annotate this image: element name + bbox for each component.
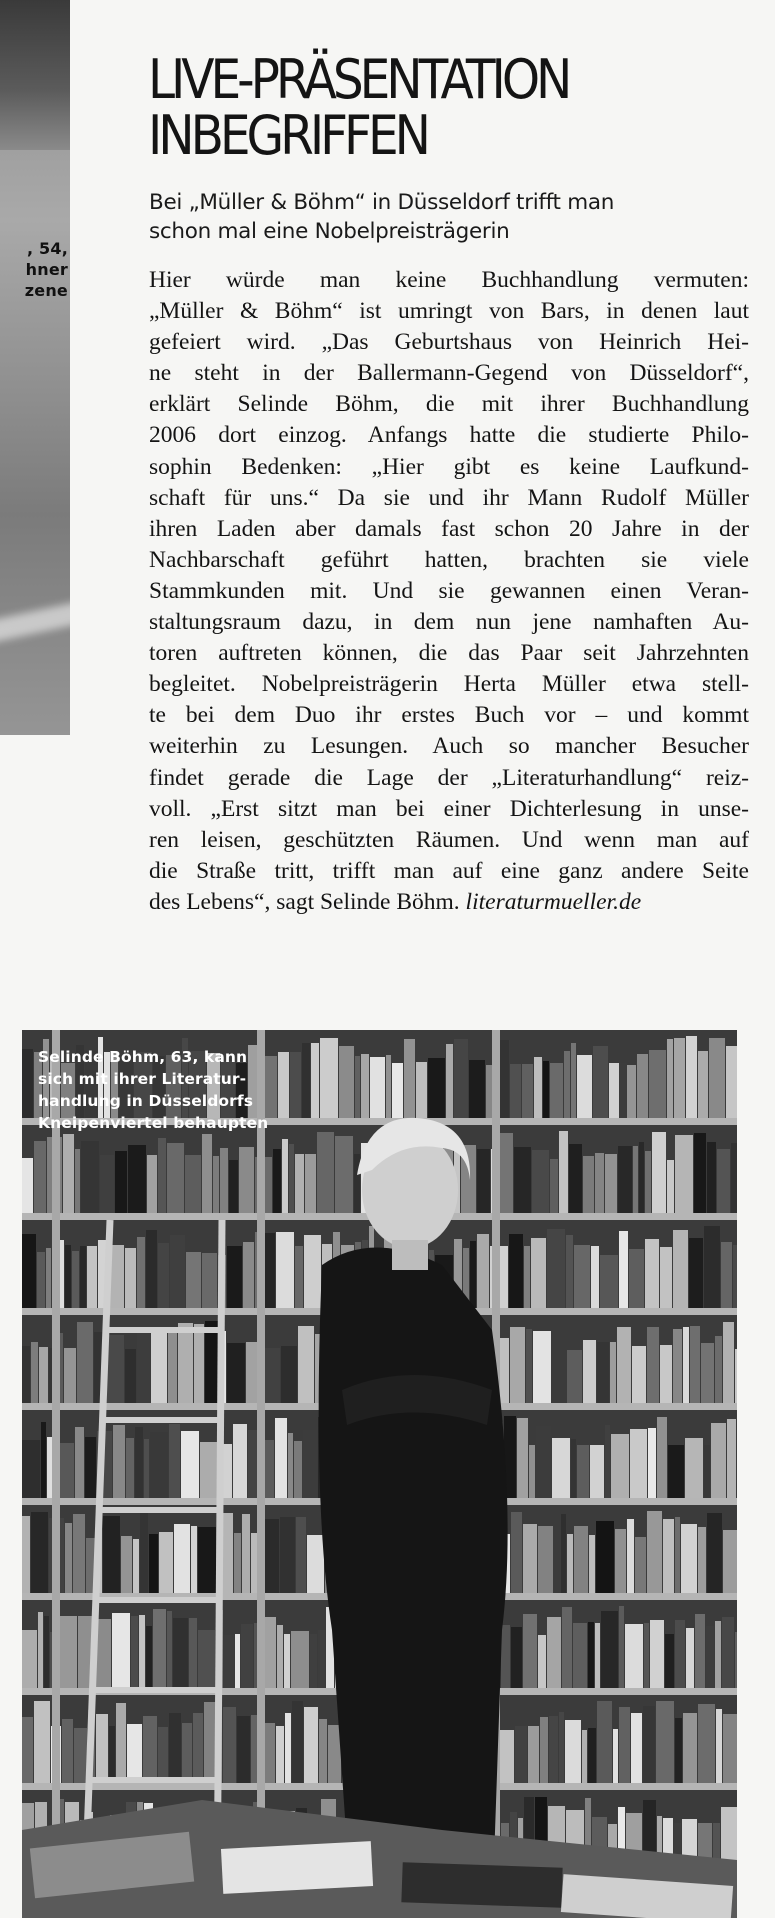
body-line: findet gerade die Lage der „Literaturhandlung“ reiz-: [149, 764, 749, 791]
body-line: te bei dem Duo ihr erstes Buch vor – und kommt: [149, 702, 749, 729]
body-line: staltungsraum dazu, in dem nun jene namhaften Au-: [149, 609, 749, 636]
last-line-text: des Lebens“, sagt Selinde Böhm.: [149, 888, 466, 915]
body-line: Hier würde man keine Buchhandlung vermuten:: [149, 267, 749, 293]
body-line: „Müller & Böhm“ ist umringt von Bars, in denen laut: [149, 298, 749, 325]
previous-article-caption: [0, 238, 68, 301]
photo-caption-line: handlung in Düsseldorfs: [38, 1092, 254, 1110]
body-line: voll. „Erst sitzt man bei einer Dichterlesung in unse-: [149, 795, 749, 822]
photo-caption-line: sich mit ihrer Literatur-: [38, 1070, 247, 1088]
photo-caption: [38, 1046, 288, 1134]
body-line: 2006 dort einzog. Anfangs hatte die studierte Philo-: [149, 422, 749, 449]
caption-line: , 54,: [27, 239, 68, 258]
body-line: erklärt Selinde Böhm, die mit ihrer Buchhandlung: [149, 391, 749, 418]
website-link[interactable]: literaturmueller.de: [465, 888, 642, 915]
bookstore-photo: [22, 1030, 737, 1918]
body-line: toren auftreten können, die das Paar seit Jahrzehnten: [149, 640, 749, 667]
article-subtitle: [149, 188, 749, 246]
subtitle-line: Bei „Müller & Böhm“ in Düsseldorf trifft man: [149, 190, 615, 215]
body-line: die Straße tritt, trifft man auf eine ganz andere Seite: [149, 857, 749, 884]
headline-line: INBEGRIFFEN: [148, 104, 427, 167]
photo-caption-line: Selinde Böhm, 63, kann: [38, 1048, 248, 1066]
photo-highlight: [0, 598, 70, 644]
body-line: gefeiert wird. „Das Geburtshaus von Heinrich Hei-: [149, 329, 749, 356]
caption-line: hner: [25, 260, 68, 279]
body-line: weiterhin zu Lesungen. Auch so mancher Besucher: [149, 733, 749, 760]
body-line: schaft für uns.“ Da sie und ihr Mann Rudolf Müller: [149, 484, 749, 511]
body-line: ihren Laden aber damals fast schon 20 Jahre in der: [149, 515, 749, 542]
headline-line: LIVE-PRÄSENTATION: [148, 48, 569, 111]
article-body: [149, 265, 749, 918]
last-body-line: [149, 887, 749, 918]
article-headline: [148, 48, 688, 167]
body-line: Nachbarschaft geführt hatten, brachten sie viele: [149, 546, 749, 573]
body-line: ren leisen, geschützten Räumen. Und wenn man auf: [149, 826, 749, 853]
photo-shadow-area: [0, 0, 70, 150]
caption-line: zene: [24, 281, 68, 300]
subtitle-line: schon mal eine Nobelpreisträgerin: [149, 219, 510, 244]
photo-caption-line: Kneipenviertel behaupten: [38, 1114, 269, 1132]
bookshelf-photo-illustration: [22, 1030, 737, 1918]
body-line: begleitet. Nobelpreisträgerin Herta Müller etwa stell-: [149, 671, 749, 698]
body-line: ne steht in der Ballermann-Gegend von Düsseldorf“,: [149, 360, 749, 387]
body-line: Stammkunden mit. Und sie gewannen einen Veran-: [149, 577, 749, 604]
body-line: sophin Bedenken: „Hier gibt es keine Laufkund-: [149, 453, 749, 480]
previous-article-photo-strip: [0, 0, 70, 735]
